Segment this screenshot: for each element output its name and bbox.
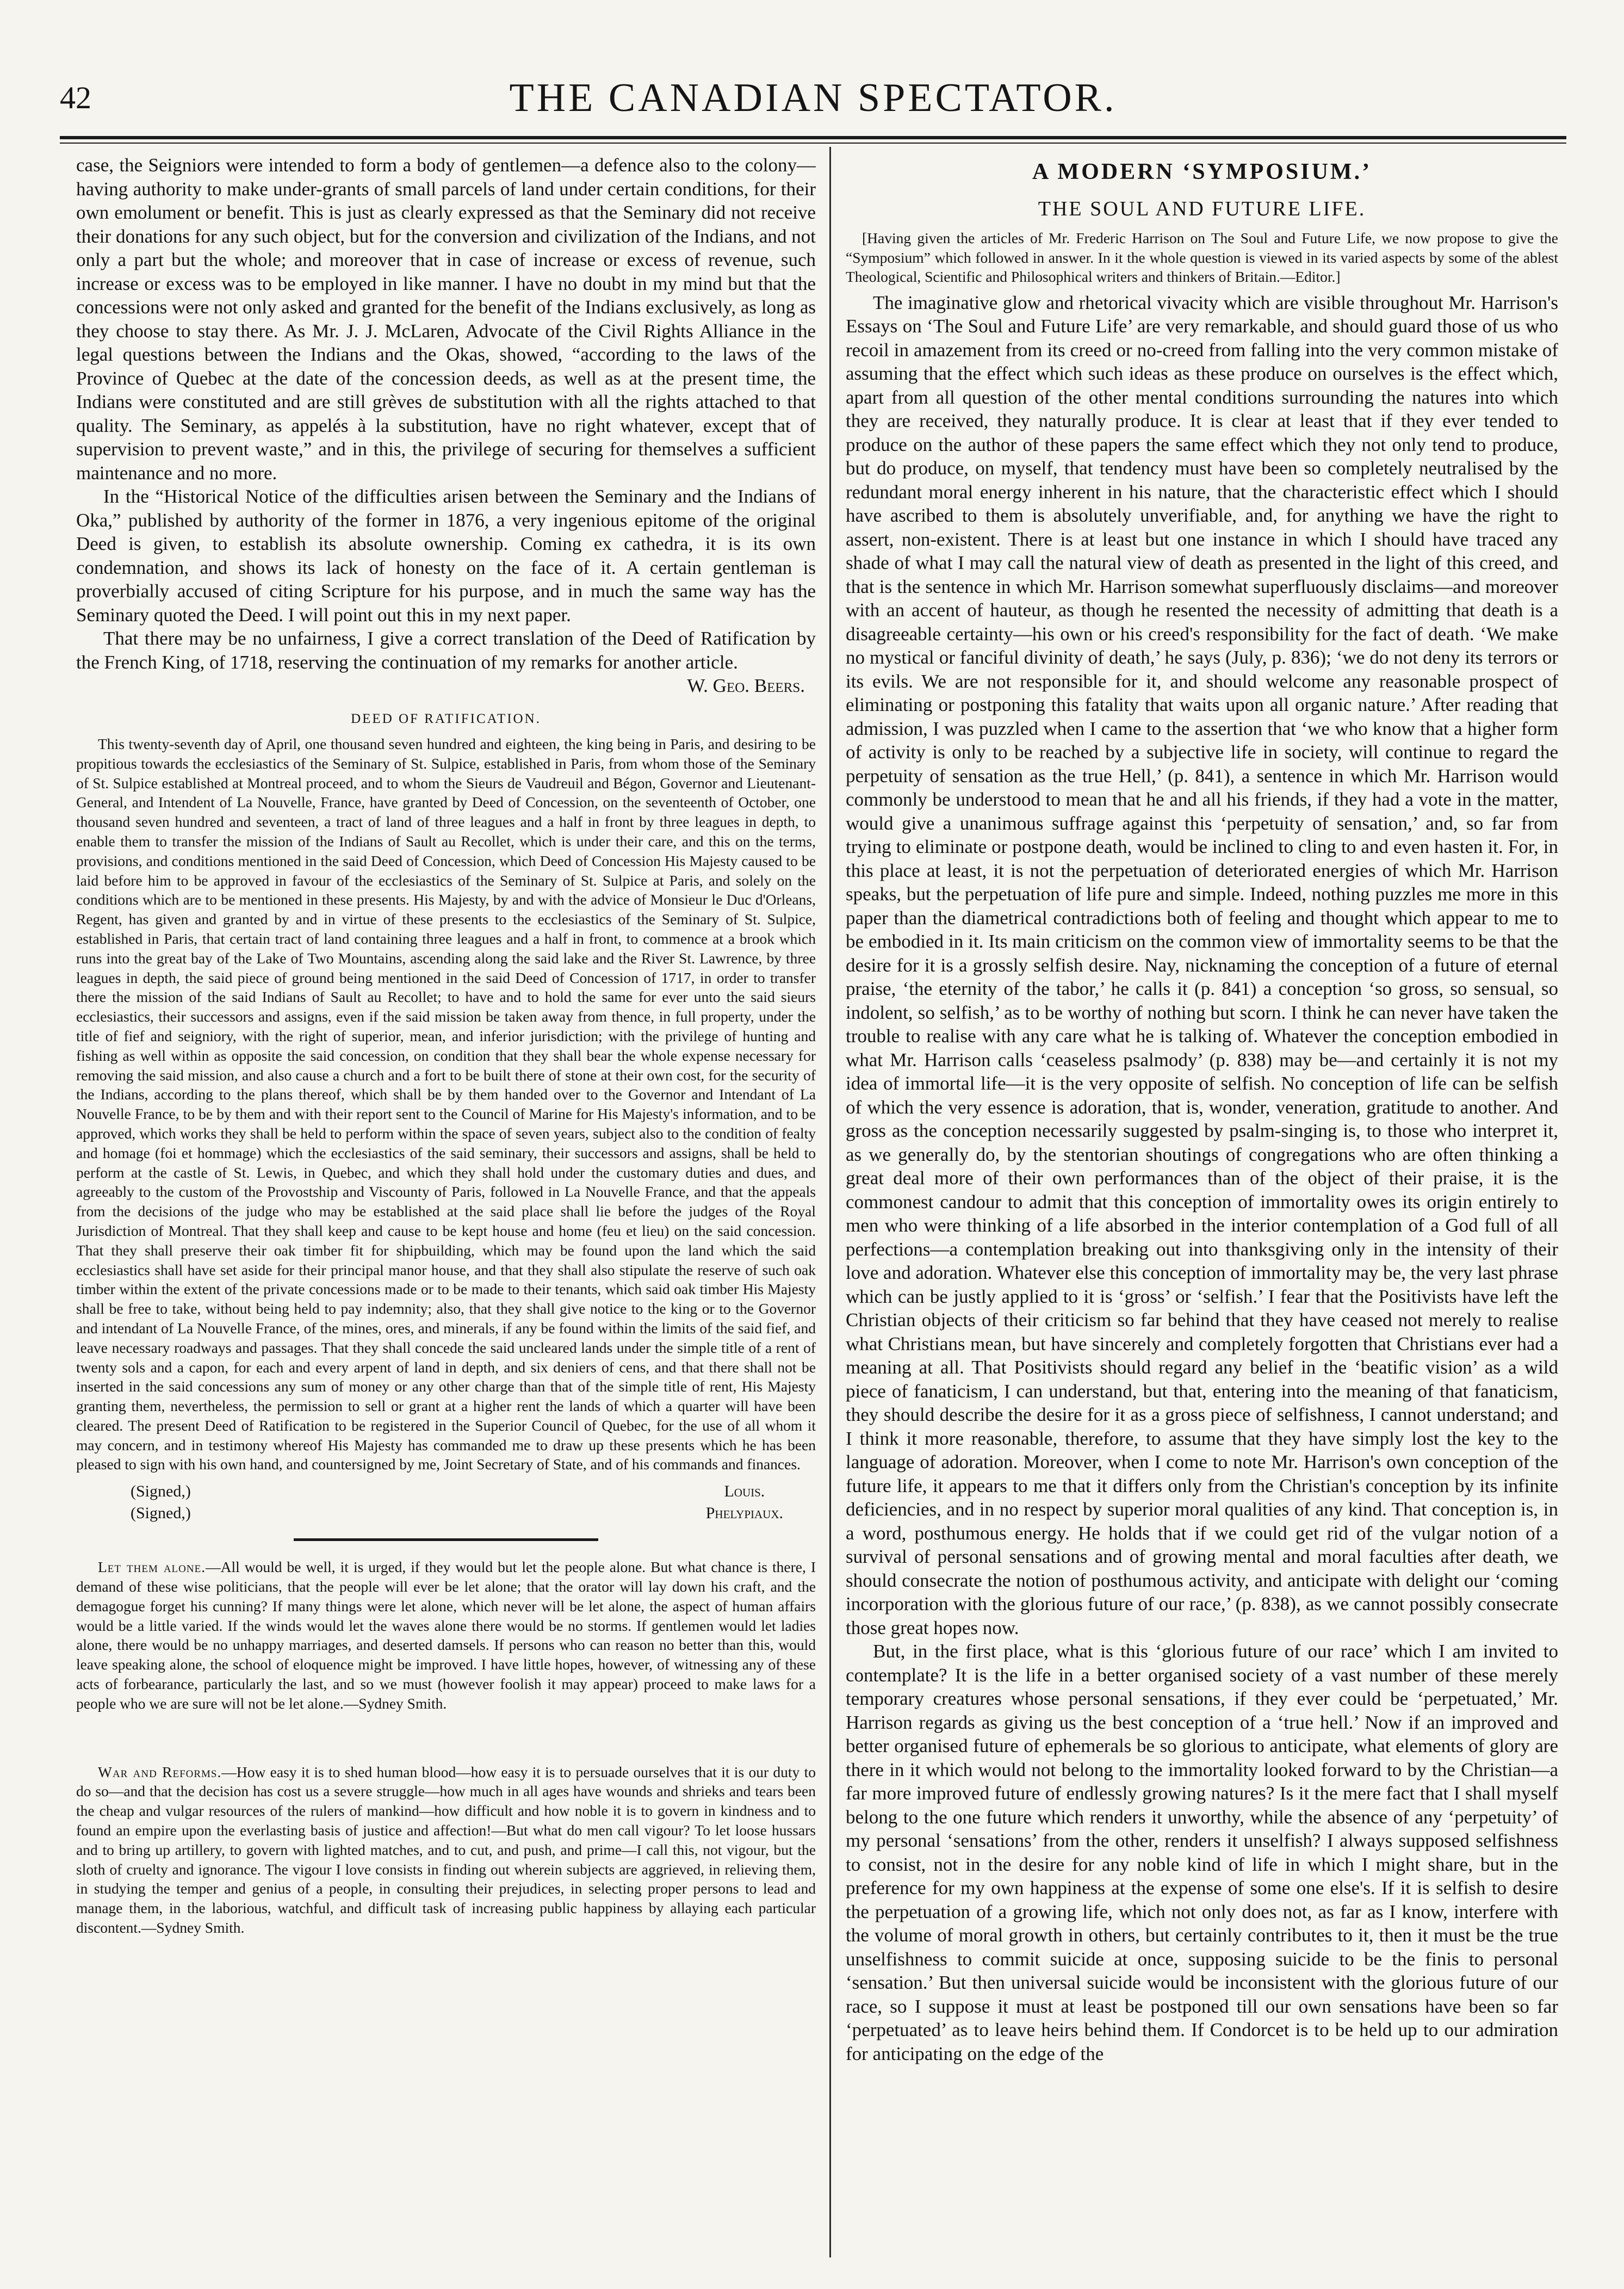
signed-labels: [131, 1481, 191, 1524]
article-title: A MODERN ‘SYMPOSIUM.’: [1032, 159, 1372, 184]
deed-heading: DEED OF RATIFICATION.: [351, 712, 541, 726]
seminary-paragraph-1: case, the Seigniors were intended to form a body of gentlemen—a defence also to the colony—having authority to make under-grants of small parcels of land under certain conditions, for their own emolument or benefit. This is just as clearly expressed as that the Seminary did not receive their donations for any such object, but for the conversion and civilization of the Indians, and not only a part but the whole; and moreover that in case of increase or excess of revenue, such increase or excess was to be employed in like manner. I have no doubt in my mind but that the concessions were not only asked and granted for the benefit of the Indians exclusively, as long as they choose to stay there. As Mr. J. J. McLaren, Advocate of the Civil Rights Alliance in the legal questions between the Indians and the Okas, showed, “according to the laws of the Province of Quebec at the date of the concession deeds, as well as at the present time, the Indians were constituted and are still grèves de substitution with all the rights attached to that quality. The Seminary, as appelés à la substitution, have no right whatever, except that of supervision to prevent waste,” and in this, the privilege of securing for themselves a sufficient maintenance and no more.: [76, 154, 816, 484]
let-them-alone-leadin: Let them alone.: [98, 1558, 206, 1576]
deed-text: This twenty-seventh day of April, one thousand seven hundred and eighteen, the king being in Paris, and desiring to be propitious towards the ecclesiastics of the Seminary of St. Sulpice, established in Paris, from whom those of the Seminary of St. Sulpice established at Montreal proceed, and to whom the Sieurs de Vaudreuil and Bégon, Governor and Lieutenant-General, and Intendent of La Nouvelle, France, have granted by Deed of Concession, on the seventeenth of October, one thousand seven hundred and seventeen, a tract of land of three leagues and a half in front by three leagues in depth, to enable them to transfer the mission of the Indians of Sault au Recollet, which is under their care, and this on the terms, provisions, and conditions mentioned in the said Deed of Concession, which Deed of Concession His Majesty caused to be laid before him to be approved in favour of the ecclesiastics of the Seminary of St. Sulpice at Paris, and solely on the conditions which are to be mentioned in these presents. His Majesty, by and with the advice of Monsieur le Duc d'Orleans, Regent, has given and granted by and in virtue of these presents to the ecclesiastics of the Seminary of St. Sulpice, established in Paris, that certain tract of land containing three leagues and a half in front, to commence at a brook which runs into the great bay of the Lake of Two Mountains, ascending along the said lake and the River St. Lawrence, by three leagues in depth, the said piece of ground being mentioned in the said Deed of Concession of 1717, in order to transfer there the mission of the said Indians of Sault au Recollet; to have and to hold the same for ever unto the said sieurs ecclesiastics, their successors and assigns, even if the said mission be taken away from thence, in full property, under the title of fief and seigniory, with the right of superior, mean, and inferior jurisdiction; with the privilege of hunting and fishing as well within as opposite the said concession, on condition that they shall bear the whole expense necessary for removing the said mission, and also cause a church and a fort to be built there of stone at their own cost, for the security of the Indians, according to the plans thereof, which shall be by them handed over to the Governor and Intendant of La Nouvelle France, to be by them and with their report sent to the Council of Marine for His Majesty's information, and to be approved, which works they shall be held to perform within the space of seven years, subject also to the condition of fealty and homage (foi et hommage) which the ecclesiastics of the said seminary, their successors and assigns, shall be held to perform at the castle of St. Lewis, in Quebec, and which they shall hold under the customary duties and dues, and agreeably to the custom of the Provostship and Viscounty of Paris, followed in La Nouvelle France, and that the appeals from the decisions of the judge who may be established at the said place shall lie before the judges of the Royal Jurisdiction of Montreal. That they shall keep and cause to be kept house and home (feu et lieu) on the said concession. That they shall preserve their oak timber fit for shipbuilding, which may be found upon the land which the said ecclesiastics shall have set aside for their principal manor house, and that they shall also stipulate the reserve of such oak timber within the extent of the private concessions made or to be made to their tenants, which said oak timber His Majesty shall be free to take, without being held to pay indemnity; also, that they shall give notice to the king or to the Governor and intendant of La Nouvelle France, of the mines, ores, and minerals, if any be found within the limits of the said fief, and leave necessary roadways and passages. That they shall concede the said uncleared lands under the simple title of a rent of twenty sols and a capon, for each and every arpent of land in depth, and six deniers of cens, and that there shall not be inserted in the said concessions any sum of money or any other charge than that of the simple title of rent, His Majesty granting them, nevertheless, the permission to sell or grant at a higher rent the lands of which a quarter will have been cleared. The present Deed of Ratification to be registered in the Superior Council of Quebec, for the use of all whom it may concern, and in testimony whereof His Majesty has commanded me to draw up these presents which he has been pleased to sign with his own hand, and countersigned by me, Joint Secretary of State, and of his commands and finances.: [76, 735, 816, 1473]
symposium-paragraph-1: The imaginative glow and rhetorical vivacity which are visible throughout Mr. Harrison's Essays on ‘The Soul and Future Life’ are very remarkable, and should guard those of us who recoil in amazement from its creed or no-creed from falling into the very common mistake of assuming that the effect which such ideas as these produce on ourselves is the effect which, apart from all question of the other mental conditions surrounding the natures into which they are received, they naturally produce. It is clear at least that if they ever tended to produce on the author of these papers the same effect which they not only tend to produce, but do produce, on myself, that tendency must have been so completely neutralised by the redundant moral energy inherent in his nature, that the characteristic effect which I should have ascribed to them is absolutely unverifiable, and, for anything we have the right to assert, non-existent. There is at least but one instance in which I should have traced any shade of what I may call the natural view of death as presented in the light of this creed, and that is the sentence in which Mr. Harrison somewhat superfluously disclaims—and moreover with an accent of hauteur, as though he resented the necessity of admitting that death is a disagreeable certainty—his own or his creed's responsibility for the fact of death. ‘We make no mystical or fanciful divinity of death,’ he says (July, p. 836); ‘we do not deny its terrors or its evils. We are not responsible for it, and should welcome any reasonable prospect of eliminating or postponing this fatality that waits upon all organic nature.’ After reading that admission, I was puzzled when I came to the assertion that ‘we who know that a higher form of activity is only to be reached by a subjective life in society, will continue to regard the perpetuity of sensation as the true Hell,’ (p. 841), a sentence in which Mr. Harrison would commonly be understood to mean that he and all his friends, if they had a vote in the matter, would give a unanimous suffrage against this ‘perpetuity of sensation,’ and, so far from trying to eliminate or postpone death, would be inclined to cling to and even hasten it. For, in this place at least, it is not the perpetuation of deteriorated energies of which Mr. Harrison speaks, but the perpetuation of life pure and simple. Indeed, nothing puzzles me more in this paper than the diametrical contradictions both of feeling and thought which appear to me to be embodied in it. Its main criticism on the common view of immortality seems to be that the desire for it is a grossly selfish desire. Nay, nicknaming the conception of a future of eternal praise, ‘the eternity of the tabor,’ he calls it (p. 841) a conception ‘so gross, so sensual, so indolent, so selfish,’ as to be worthy of nothing but scorn. I think he can never have taken the trouble to realise with any care what he is talking of. Whatever the conception embodied in what Mr. Harrison calls ‘ceaseless psalmody’ (p. 838) may be—and certainly it is not my idea of immortal life—it is the very opposite of selfish. No conception of life can be selfish of which the very essence is adoration, that is, wonder, veneration, gratitude to another. And gross as the conception necessarily suggested by psalm-singing is, to those who interpret it, as we generally do, by the stentorian shoutings of congregations who are often thinking a great deal more of their own performances than of the object of their praise, it is the commonest candour to admit that this conception of immortality owes its origin entirely to men who were thinking of a life absorbed in the interior contemplation of a God full of all perfections—a contemplation breaking out into thanksgiving only in the intensity of their love and adoration. Whatever else this conception of immortality may be, the very last phrase which can be justly applied to it is ‘gross’ or ‘selfish.’ I fear that the Positivists have left the Christian objects of their criticism so far behind that they have ceased not merely to realise what Christians mean, but have sincerely and completely forgotten that Christians ever had a meaning at all. That Positivists should regard any belief in the ‘beatific vision’ as a wild piece of fanaticism, I can understand, but that, entering into the meaning of that fanaticism, they should describe the desire for it as a gross piece of selfishness, I cannot understand; and I think it more reasonable, therefore, to assume that they have simply lost the key to the language of adoration. Moreover, when I come to note Mr. Harrison's own conception of the future life, it appears to me that it differs only from the Christian's conception by its infinite deficiencies, and in no respect by superior moral qualities of any kind. That conception is, in a word, posthumous energy. He holds that if we could get rid of the vulgar notion of a survival of personal sensations and of growing mental and moral faculties after death, we should consecrate the notion of posthumous activity, and anticipate with delight our ‘coming incorporation with the glorious future of our race,’ (p. 838), as we cannot possibly consecrate those great hopes now.: [846, 292, 1558, 1638]
war-and-reforms-item: [76, 1762, 816, 1938]
signatures: [131, 1481, 783, 1524]
left-column: [76, 153, 816, 2237]
signatory-louis: Louis.: [724, 1482, 765, 1501]
section-separator-rule: [294, 1538, 598, 1541]
right-column: [846, 153, 1558, 2237]
editor-note: [Having given the articles of Mr. Frederic Harrison on The Soul and Future Life, we now propose to give the “Symposium” which followed in answer. In it the whole question is viewed in its varied aspects by some of the ablest Theological, Scientific and Philosophical writers and thinkers of Britain.—Editor.]: [846, 230, 1558, 286]
war-and-reforms-text: —How easy it is to shed human blood—how easy it is to persuade ourselves that it is our duty to do so—and that the decision has cost us a severe struggle—how much in all ages have wounds and shrieks and tears been the cheap and vulgar resources of the rulers of mankind—how difficult and how noble it is to govern in kindness and to found an empire upon the everlasting basis of justice and affection!—But what do men call vigour? To let loose hussars and to bring up artillery, to govern with lighted matches, and to cut, and push, and prime—I call this, not vigour, but the sloth of cruelty and ignorance. The vigour I love consists in finding out wherein subjects are aggrieved, in relieving them, in studying the temper and genius of a people, in consulting their prejudices, in selecting proper persons to lead and manage them, in the laborious, watchful, and difficult task of increasing public happiness by allaying each particular discontent.—Sydney Smith.: [76, 1763, 816, 1937]
let-them-alone-item: [76, 1557, 816, 1713]
header-rule-thick: [60, 136, 1566, 139]
signed-label: (Signed,): [131, 1504, 191, 1523]
let-them-alone-text: —All would be well, it is urged, if they would but let the people alone. But what chance is there, I demand of these wise politicians, that the people will ever be let alone; that the orator will lay down his craft, and the demagogue forget his cunning? If many things were let alone, which never will be let alone, the aspect of human affairs would be a little varied. If the winds would let the waves alone there would be no storms. If gentlemen would let ladies alone, there would be no unhappy marriages, and deserted damsels. If persons who can reason no better than this, would leave speaking alone, the school of eloquence might be improved. I have little hopes, however, of witnessing any of these acts of forbearance, particularly the last, and so we must (however foolish it may appear) proceed to make laws for a people who we are sure will not be let alone.—Sydney Smith.: [76, 1558, 816, 1712]
signed-label: (Signed,): [131, 1482, 191, 1501]
column-divider: [829, 147, 831, 2257]
signed-names: [706, 1481, 783, 1524]
journal-title: THE CANADIAN SPECTATOR.: [509, 76, 1117, 120]
war-and-reforms-leadin: War and Reforms.: [98, 1763, 222, 1780]
signatory-phelypiaux: Phelypiaux.: [705, 1504, 783, 1523]
page-number: 42: [60, 80, 91, 115]
article-subtitle: THE SOUL AND FUTURE LIFE.: [1038, 197, 1366, 220]
seminary-paragraph-3: That there may be no unfairness, I give a correct translation of the Deed of Ratification by the French King, of 1718, reserving the continuation of my remarks for another article.: [76, 628, 816, 673]
seminary-paragraph-2: In the “Historical Notice of the difficulties arisen between the Seminary and the Indians of Oka,” published by authority of the former in 1876, a very ingenious epitome of the original Deed is given, to establish its absolute ownership. Coming ex cathedra, it is its own condemnation, and shows its lack of honesty on the face of it. A certain gentleman is proverbially accused of citing Scripture for his purpose, and in much the same way has the Seminary quoted the Deed. I will point out this in my next paper.: [76, 486, 816, 626]
masthead: [60, 75, 1566, 135]
author-signature-line: [76, 674, 816, 697]
author-signature: W. Geo. Beers.: [687, 675, 805, 696]
header-rule-thin: [60, 143, 1566, 144]
symposium-paragraph-2: But, in the first place, what is this ‘glorious future of our race’ which I am invited to contemplate? It is the life in a better organised society of a vast number of these merely temporary creatures whose personal sensations, if they ever could be ‘perpetuated,’ Mr. Harrison regards as giving us the best conception of a ‘true hell.’ Now if an improved and better organised future of ephemerals be so glorious to anticipate, what elements of glory are there in it which would not belong to the immortality looked forward to by the Christian—a far more improved future of endlessly growing natures? Is it the mere fact that I shall myself belong to the one future which renders it unworthy, while the absence of any ‘perpetuity’ of my personal ‘sensations’ from the other, renders it unselfish? I always supposed selfishness to consist, not in the desire for any noble kind of life in which I might share, but in the preference for my own happiness at the expense of some one else's. If it is selfish to desire the perpetuation of a growing life, which not only does not, as far as I know, interfere with the volume of moral growth in others, but certainly contributes to it, then it must be the true unselfishness to commit suicide at once, supposing suicide to be the finis to personal ‘sensation.’ But then universal suicide would be inconsistent with the glorious future of our race, so I suppose it must at least be postponed till our own sensations have been so far ‘perpetuated’ as to leave heirs behind them. If Condorcet is to be held up to our admiration for anticipating on the edge of the: [846, 1641, 1558, 2064]
